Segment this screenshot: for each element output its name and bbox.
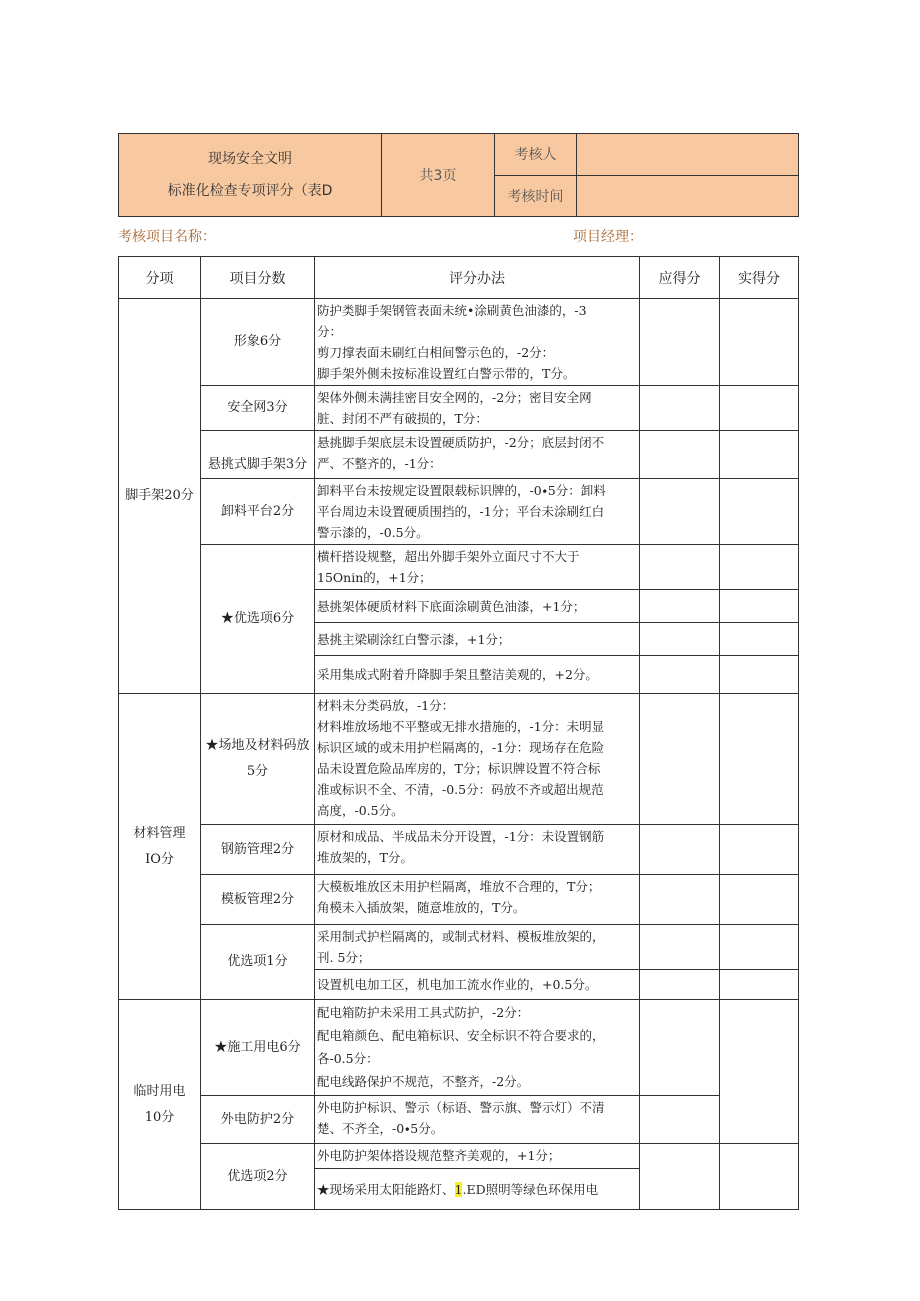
col-header-category: 分项 — [119, 257, 201, 299]
due-score-cell[interactable] — [640, 694, 720, 825]
item-name: 模板管理2分 — [201, 875, 315, 925]
table-row — [119, 1000, 799, 1096]
header-table — [118, 133, 799, 217]
due-score-cell[interactable] — [640, 623, 720, 656]
table-row — [119, 299, 799, 386]
actual-score-cell[interactable] — [720, 479, 799, 545]
form-title-line2: 标准化检查专项评分（表D — [167, 183, 333, 199]
due-score-cell[interactable] — [640, 825, 720, 875]
category-scaffold: 脚手架20分 — [119, 299, 201, 694]
project-name-label: 考核项目名称： — [118, 229, 216, 245]
scoring-method: 外电防护架体搭设规范整齐美观的，+1分； — [315, 1144, 640, 1169]
table-row — [119, 1096, 799, 1144]
scoring-method: 采用集成式附着升降脚手架且整洁美观的，+2分。 — [315, 656, 640, 694]
actual-score-cell[interactable] — [720, 386, 799, 431]
scoring-method: 悬挑主梁刷涂红白警示漆，+1分； — [315, 623, 640, 656]
col-header-item-score: 项目分数 — [201, 257, 315, 299]
scoring-method: 横杆搭设规整，超出外脚手架外立面尺寸不大于 15Onin的，+1分； — [315, 545, 640, 590]
actual-score-cell[interactable] — [720, 431, 799, 479]
scoring-method: 悬挑脚手架底层未设置硬质防护，-2分；底层封闭不 严、不整齐的，-1分： — [315, 431, 640, 479]
scoring-method: 大模板堆放区未用护栏隔离，堆放不合理的，T分； 角模未入插放架，随意堆放的，T分。 — [315, 875, 640, 925]
due-score-cell[interactable] — [640, 875, 720, 925]
item-name: 卸料平台2分 — [201, 479, 315, 545]
col-header-due-score: 应得分 — [640, 257, 720, 299]
due-score-cell[interactable] — [640, 925, 720, 970]
due-score-cell[interactable] — [640, 1000, 720, 1096]
review-time-label: 考核时间 — [495, 175, 577, 217]
due-score-cell[interactable] — [640, 970, 720, 1000]
highlighted-text: 1 — [454, 1181, 463, 1197]
table-row — [119, 694, 799, 825]
reviewer-field[interactable] — [577, 134, 799, 176]
actual-score-cell[interactable] — [720, 1144, 799, 1210]
item-name: ★施工用电6分 — [201, 1000, 315, 1096]
table-row — [119, 545, 799, 590]
item-name: 形象6分 — [201, 299, 315, 386]
page-count: 共3页 — [382, 134, 495, 217]
item-name: 优选项2分 — [201, 1144, 315, 1210]
table-row — [119, 1144, 799, 1169]
scoring-method: 配电箱防护未采用工具式防护，-2分： 配电箱颜色、配电箱标识、安全标识不符合要求的， 各-0.5分： 配电线路保护不规范，不整齐，-2分。 — [315, 1000, 640, 1096]
scoring-method: 设置机电加工区，机电加工流水作业的，+0.5分。 — [315, 970, 640, 1000]
header-row — [119, 257, 799, 299]
scoring-method: 悬挑架体硬质材料下底面涂刷黄色油漆，+1分； — [315, 590, 640, 623]
actual-score-cell[interactable] — [720, 925, 799, 970]
actual-score-cell[interactable] — [720, 825, 799, 875]
scoring-method: 材料未分类码放，-1分： 材料堆放场地不平整或无排水措施的，-1分：未明显 标识区域的或未用护栏隔离的，-1分：现场存在危险 品未设置危险品库房的，T分；标识牌设置不符合标 准或标识不全、不清，-0.5分：码放不齐或超出规范 高度，-0.5分。 — [315, 694, 640, 825]
table-row — [119, 925, 799, 970]
col-header-method: 评分办法 — [315, 257, 640, 299]
scoring-method: ★现场采用太阳能路灯、1.ED照明等绿色环保用电 — [315, 1169, 640, 1210]
project-manager-label: 项目经理： — [573, 229, 643, 245]
actual-score-cell[interactable] — [720, 970, 799, 1000]
scoring-method: 采用制式护栏隔离的，或制式材料、模板堆放架的， 刊. 5分； — [315, 925, 640, 970]
item-name: 外电防护2分 — [201, 1096, 315, 1144]
item-name: 安全网3分 — [201, 386, 315, 431]
actual-score-cell[interactable] — [720, 1000, 799, 1144]
review-time-field[interactable] — [577, 175, 799, 217]
item-name: ★优选项6分 — [201, 545, 315, 694]
scoring-method: 原材和成品、半成品未分开设置，-1分：未设置钢筋 堆放架的，T分。 — [315, 825, 640, 875]
category-materials: 材料管理 IO分 — [119, 694, 201, 1000]
item-name: 悬挑式脚手架3分 — [201, 431, 315, 479]
due-score-cell[interactable] — [640, 1144, 720, 1210]
actual-score-cell[interactable] — [720, 545, 799, 590]
due-score-cell[interactable] — [640, 299, 720, 386]
item-name: 优选项1分 — [201, 925, 315, 1000]
due-score-cell[interactable] — [640, 656, 720, 694]
item-name: 钢筋管理2分 — [201, 825, 315, 875]
due-score-cell[interactable] — [640, 1096, 720, 1144]
item-name: ★场地及材料码放 5分 — [201, 694, 315, 825]
table-row — [119, 431, 799, 479]
due-score-cell[interactable] — [640, 590, 720, 623]
table-row — [119, 825, 799, 875]
actual-score-cell[interactable] — [720, 299, 799, 386]
scoring-table — [118, 256, 799, 1210]
due-score-cell[interactable] — [640, 386, 720, 431]
scoring-method: 卸料平台未按规定设置限载标识牌的，-0∙5分：卸料 平台周边未设置硬质围挡的，-1分；平台未涂刷红白 警示漆的，-0.5分。 — [315, 479, 640, 545]
due-score-cell[interactable] — [640, 545, 720, 590]
table-row — [119, 875, 799, 925]
actual-score-cell[interactable] — [720, 623, 799, 656]
col-header-actual-score: 实得分 — [720, 257, 799, 299]
form-title — [119, 134, 382, 217]
due-score-cell[interactable] — [640, 431, 720, 479]
actual-score-cell[interactable] — [720, 656, 799, 694]
actual-score-cell[interactable] — [720, 694, 799, 825]
actual-score-cell[interactable] — [720, 875, 799, 925]
due-score-cell[interactable] — [640, 479, 720, 545]
reviewer-label: 考核人 — [495, 134, 577, 176]
scoring-method: 架体外侧未满挂密目安全网的，-2分；密目安全网 脏、封闭不严有破损的，T分： — [315, 386, 640, 431]
form-title-line1: 现场安全文明 — [208, 151, 292, 167]
scoring-method: 防护类脚手架钢管表面未统•涂刷黄色油漆的，-3 分： 剪刀撑表面未刷红白相间警示色的，-2分： 脚手架外侧未按标准设置红白警示带的，T分。 — [315, 299, 640, 386]
scoring-method: 外电防护标识、警示（标语、警示旗、警示灯）不清 楚、不齐全，-0∙5分。 — [315, 1096, 640, 1144]
category-temporary-power: 临时用电 10分 — [119, 1000, 201, 1210]
table-row — [119, 479, 799, 545]
actual-score-cell[interactable] — [720, 590, 799, 623]
table-row — [119, 386, 799, 431]
